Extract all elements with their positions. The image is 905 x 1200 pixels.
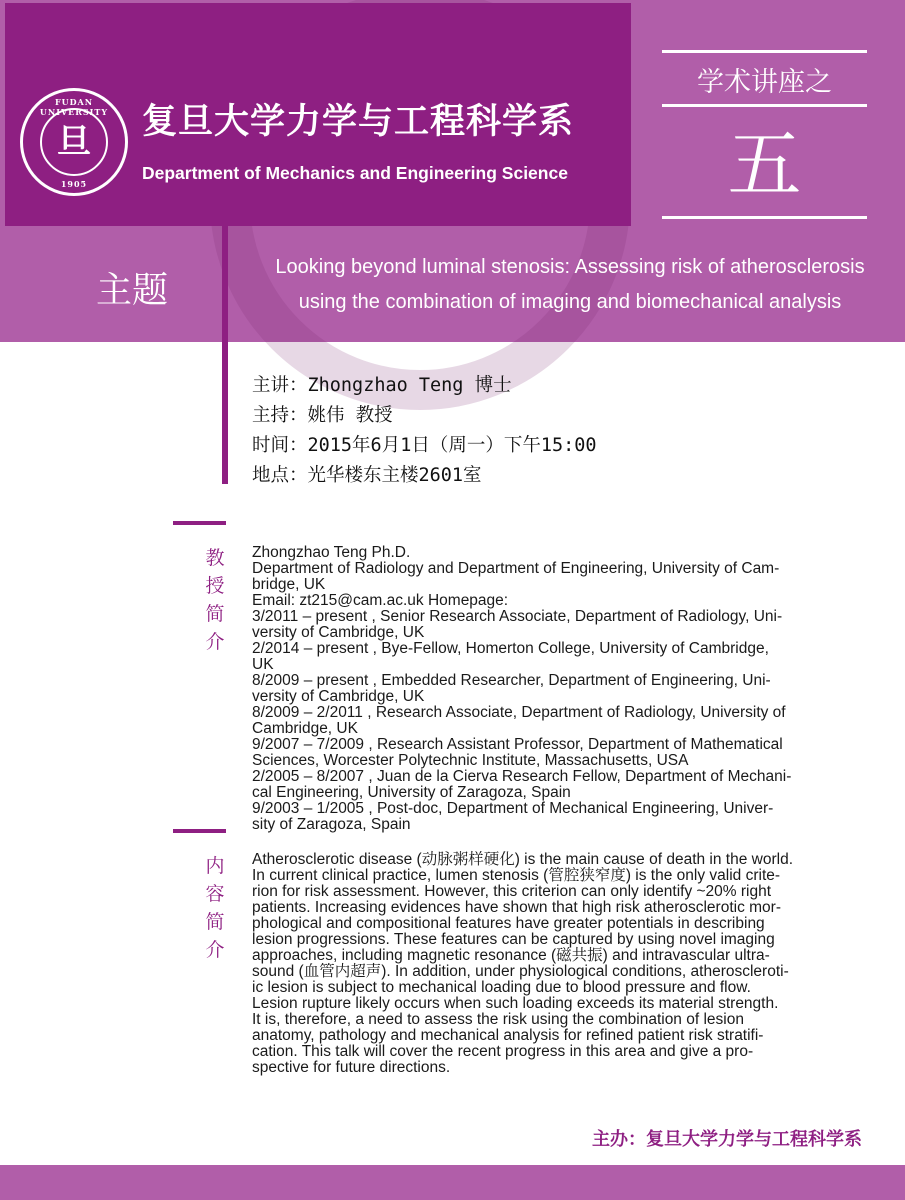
vertical-accent-bar [222,226,228,484]
venue-line: 地点：光华楼东主楼2601室 [252,465,482,486]
series-top-rule [662,50,867,53]
abstract-text [252,852,872,1076]
series-bottom-rule [662,216,867,219]
series-middle-rule [662,104,867,107]
bio-line: 2/2014 – present , Bye-Fellow, Homerton College, University of Cambridge, [252,640,769,657]
abstract-line: Lesion rupture likely occurs when such loading exceeds its material strength. [252,995,779,1012]
abstract-label-char: 内 [205,855,225,877]
abstract-line: phological and compositional features have greater potentials in describing [252,915,765,932]
logo-glyph: 旦 [40,108,108,176]
bio-line: 2/2005 – 8/2007 , Juan de la Cierva Research Fellow, Department of Mechani- [252,768,792,785]
abstract-line: lesion progressions. These features can be captured by using novel imaging [252,931,775,948]
logo-ring-top: FUDAN UNIVERSITY [39,97,109,117]
bio-line: Sciences, Worcester Polytechnic Institute, Massachusetts, USA [252,752,689,769]
bio-line: sity of Zaragoza, Spain [252,816,411,833]
abstract-line: spective for future directions. [252,1059,451,1076]
abstract-section-label [198,852,232,964]
bio-label-char: 教 [205,547,225,569]
bio-line: versity of Cambridge, UK [252,624,425,641]
abstract-label-char: 介 [205,939,225,961]
topic-line: Looking beyond luminal stenosis: Assessing risk of atherosclerosis [275,256,865,278]
bio-label-char: 介 [205,631,225,653]
university-logo [20,88,128,196]
bio-line: 9/2003 – 1/2005 , Post-doc, Department of Mechanical Engineering, Univer- [252,800,774,817]
bio-line: 9/2007 – 7/2009 , Research Assistant Professor, Department of Mathematical [252,736,783,753]
bio-line: UK [252,656,274,673]
host-line: 主持：姚伟 教授 [252,405,393,426]
bio-section-bar [173,521,226,525]
abstract-line: rion for risk assessment. However, this criterion can only identify ~20% right [252,883,772,900]
abstract-label-char: 容 [205,883,225,905]
bio-section-label [198,544,232,656]
abstract-line: ic lesion is subject to mechanical loading due to blood pressure and flow. [252,979,751,996]
bio-line: Cambridge, UK [252,720,358,737]
speaker-line: 主讲：Zhongzhao Teng 博士 [252,375,512,396]
series-number: 五 [727,122,802,208]
abstract-line: approaches, including magnetic resonance (磁共振) and intravascular ultra- [252,947,770,964]
abstract-line: Atherosclerotic disease (动脉粥样硬化) is the main cause of death in the world. [252,851,794,868]
topic-line: using the combination of imaging and biomechanical analysis [298,291,842,313]
series-label: 学术讲座之 [697,67,832,98]
topic-title [245,250,895,320]
bio-text [252,545,872,833]
organizer-line: 主办：复旦大学力学与工程科学系 [592,1129,862,1150]
footer-band [0,1165,905,1200]
bio-line: Email: zt215@cam.ac.uk Homepage: [252,592,509,609]
abstract-label-char: 简 [205,911,225,933]
department-title-en: Department of Mechanics and Engineering Science [142,163,568,183]
time-line: 时间：2015年6月1日（周一）下午15:00 [252,435,597,456]
abstract-line: cation. This talk will cover the recent progress in this area and give a pro- [252,1043,754,1060]
bio-line: Zhongzhao Teng Ph.D. [252,544,411,561]
bio-label-char: 授 [205,575,225,597]
abstract-section-bar [173,829,226,833]
bio-line: cal Engineering, University of Zaragoza, Spain [252,784,571,801]
abstract-line: sound (血管内超声). In addition, under physiological conditions, atheroscleroti- [252,963,789,980]
bio-label-char: 简 [205,603,225,625]
bio-line: versity of Cambridge, UK [252,688,425,705]
logo-ring-bottom: 1905 [60,179,88,189]
bio-line: bridge, UK [252,576,326,593]
bio-line: 8/2009 – present , Embedded Researcher, Department of Engineering, Uni- [252,672,771,689]
abstract-line: In current clinical practice, lumen stenosis (管腔狭窄度) is the only valid crite- [252,867,781,884]
abstract-line: It is, therefore, a need to assess the risk using the combination of lesion [252,1011,744,1028]
topic-label: 主题 [96,270,169,311]
abstract-line: anatomy, pathology and mechanical analysis for refined patient risk stratifi- [252,1027,764,1044]
bio-line: Department of Radiology and Department of Engineering, University of Cam- [252,560,780,577]
department-title-cn: 复旦大学力学与工程科学系 [142,102,575,142]
abstract-line: patients. Increasing evidences have shown that high risk atherosclerotic mor- [252,899,781,916]
bio-line: 3/2011 – present , Senior Research Associate, Department of Radiology, Uni- [252,608,783,625]
bio-line: 8/2009 – 2/2011 , Research Associate, Department of Radiology, University of [252,704,786,721]
